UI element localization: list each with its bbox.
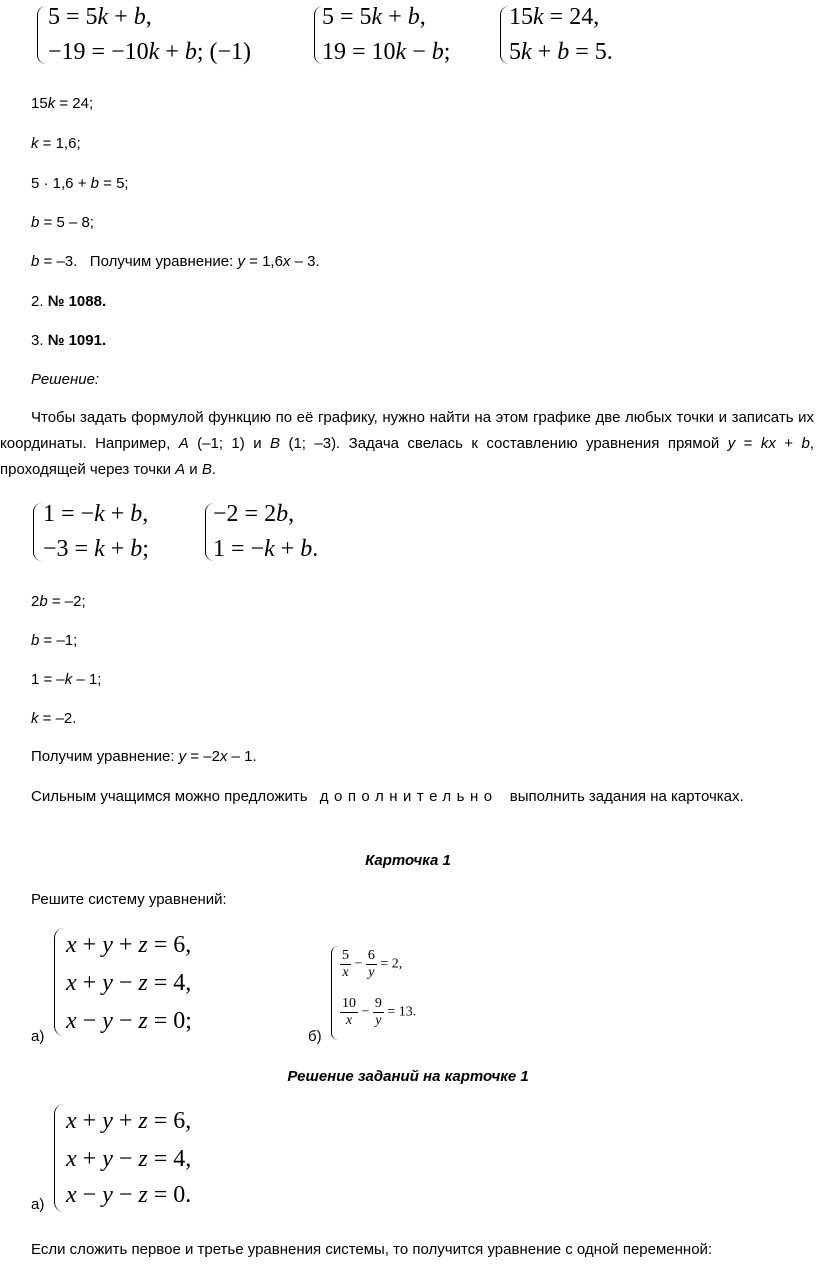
task-2: 2. № 1088. <box>31 293 107 310</box>
task-3: 3. № 1091. <box>31 332 107 349</box>
system-row: $\frac{5}{x}$ − $\frac{6}{y}$ = 2, <box>342 948 403 980</box>
step-line: 2b = –2; <box>31 593 86 610</box>
system-row: x − y − z = 0. <box>66 1182 192 1208</box>
solution-label: Решение: <box>31 371 100 388</box>
system-row: 5k + b = 5. <box>509 39 613 65</box>
step-line: b = –1; <box>31 632 78 649</box>
system-row: $\frac{10}{x}$ − $\frac{9}{y}$ = 13. <box>342 996 417 1028</box>
paragraph-method: Чтобы задать формулой функцию по её графику, нужно найти на этом графике две любых точки и записать их координаты. Например, A (–1; 1) и B (1; –3). Задача свелась к составлению уравнения прямой y = kx + b, проходящей через точки A и B. <box>0 409 814 478</box>
closing-line: Если сложить первое и третье уравнения системы, то получится уравнение с одной переменной: <box>31 1241 713 1258</box>
label-a-solution: а) <box>31 1196 45 1213</box>
system-row: 5 = 5k + b, <box>322 4 426 30</box>
system-row: x + y − z = 4, <box>66 1146 192 1172</box>
label-a: а) <box>31 1028 45 1045</box>
system-row: 1 = −k + b. <box>213 536 319 562</box>
result-line: Получим уравнение: y = –2x – 1. <box>31 748 257 765</box>
system-row: −19 = −10k + b; (−1) <box>48 39 251 65</box>
solution-title: Решение заданий на карточке 1 <box>287 1068 529 1085</box>
system-row: 5 = 5k + b, <box>48 4 152 30</box>
paragraph-cards: Сильным учащимся можно предложить дополнительно выполнить задания на карточках. <box>31 788 744 805</box>
system-row: 15k = 24, <box>509 4 600 30</box>
system-row: x + y + z = 6, <box>66 1108 192 1134</box>
system-row: x − y − z = 0; <box>66 1008 192 1034</box>
system-row: 1 = −k + b, <box>43 501 149 527</box>
system-row: x + y + z = 6, <box>66 932 192 958</box>
step-line: b = –3. Получим уравнение: y = 1,6x – 3. <box>31 253 320 270</box>
step-line: k = 1,6; <box>31 135 81 152</box>
system-row: 19 = 10k − b; <box>322 39 451 65</box>
system-row: x + y − z = 4, <box>66 970 192 996</box>
step-line: 1 = –k – 1; <box>31 671 102 688</box>
system-row: −3 = k + b; <box>43 536 149 562</box>
label-b: б) <box>308 1028 322 1045</box>
step-line: b = 5 – 8; <box>31 214 94 231</box>
system-row: −2 = 2b, <box>213 501 295 527</box>
step-line: 5 · 1,6 + b = 5; <box>31 175 129 192</box>
card-task: Решите систему уравнений: <box>31 891 227 908</box>
step-line: k = –2. <box>31 710 77 727</box>
step-line: 15k = 24; <box>31 95 94 112</box>
card-title: Карточка 1 <box>365 852 451 869</box>
